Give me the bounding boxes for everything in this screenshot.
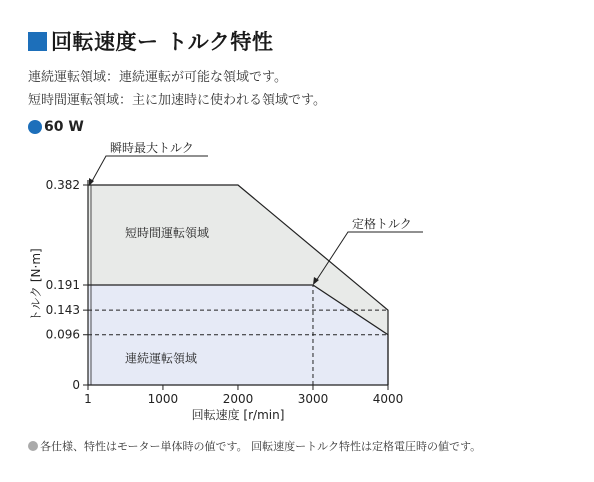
- rated-torque-annotation: 定格トルク: [352, 217, 412, 231]
- gray-bullet-icon: [28, 441, 38, 451]
- x-tick-label-4: 4000: [372, 392, 404, 406]
- peak-torque-leader: [91, 156, 208, 183]
- continuous-region-description: 連続運転領域：連続運転が可能な領域です。: [28, 70, 287, 85]
- title-text: 回転速度ー トルク特性: [51, 30, 274, 54]
- peak-torque-annotation: 瞬時最大トルク: [110, 141, 194, 155]
- x-tick-label-3: 3000: [297, 392, 329, 406]
- x-tick-label-2: 2000: [222, 392, 254, 406]
- x-axis-title: 回転速度 [r/min]: [191, 408, 285, 422]
- y-tick-label-1: 0.096: [45, 327, 80, 342]
- y-tick-label-3: 0.191: [45, 278, 80, 292]
- short-time-region-description: 短時間運転領域：主に加速時に使われる領域です。: [28, 93, 326, 108]
- short-time-region-label: 短時間運転領域: [125, 226, 210, 240]
- y-tick-label-4: 0.382: [45, 178, 80, 192]
- continuous-region-label: 連続運転領域: [125, 351, 198, 366]
- footnote: [28, 438, 481, 454]
- footnote-text: 各仕様、特性はモーター単体時の値です。 回転速度ートルク特性は定格電圧時の値です。: [40, 440, 482, 453]
- x-tick-label-0: 1: [84, 392, 92, 406]
- x-tick-label-1: 1000: [147, 392, 179, 406]
- y-tick-label-2: 0.143: [45, 303, 80, 318]
- y-axis-title: トルク [N·m]: [29, 248, 43, 322]
- y-tick-label-0: 0: [72, 378, 80, 392]
- series-label: 60 W: [44, 119, 84, 135]
